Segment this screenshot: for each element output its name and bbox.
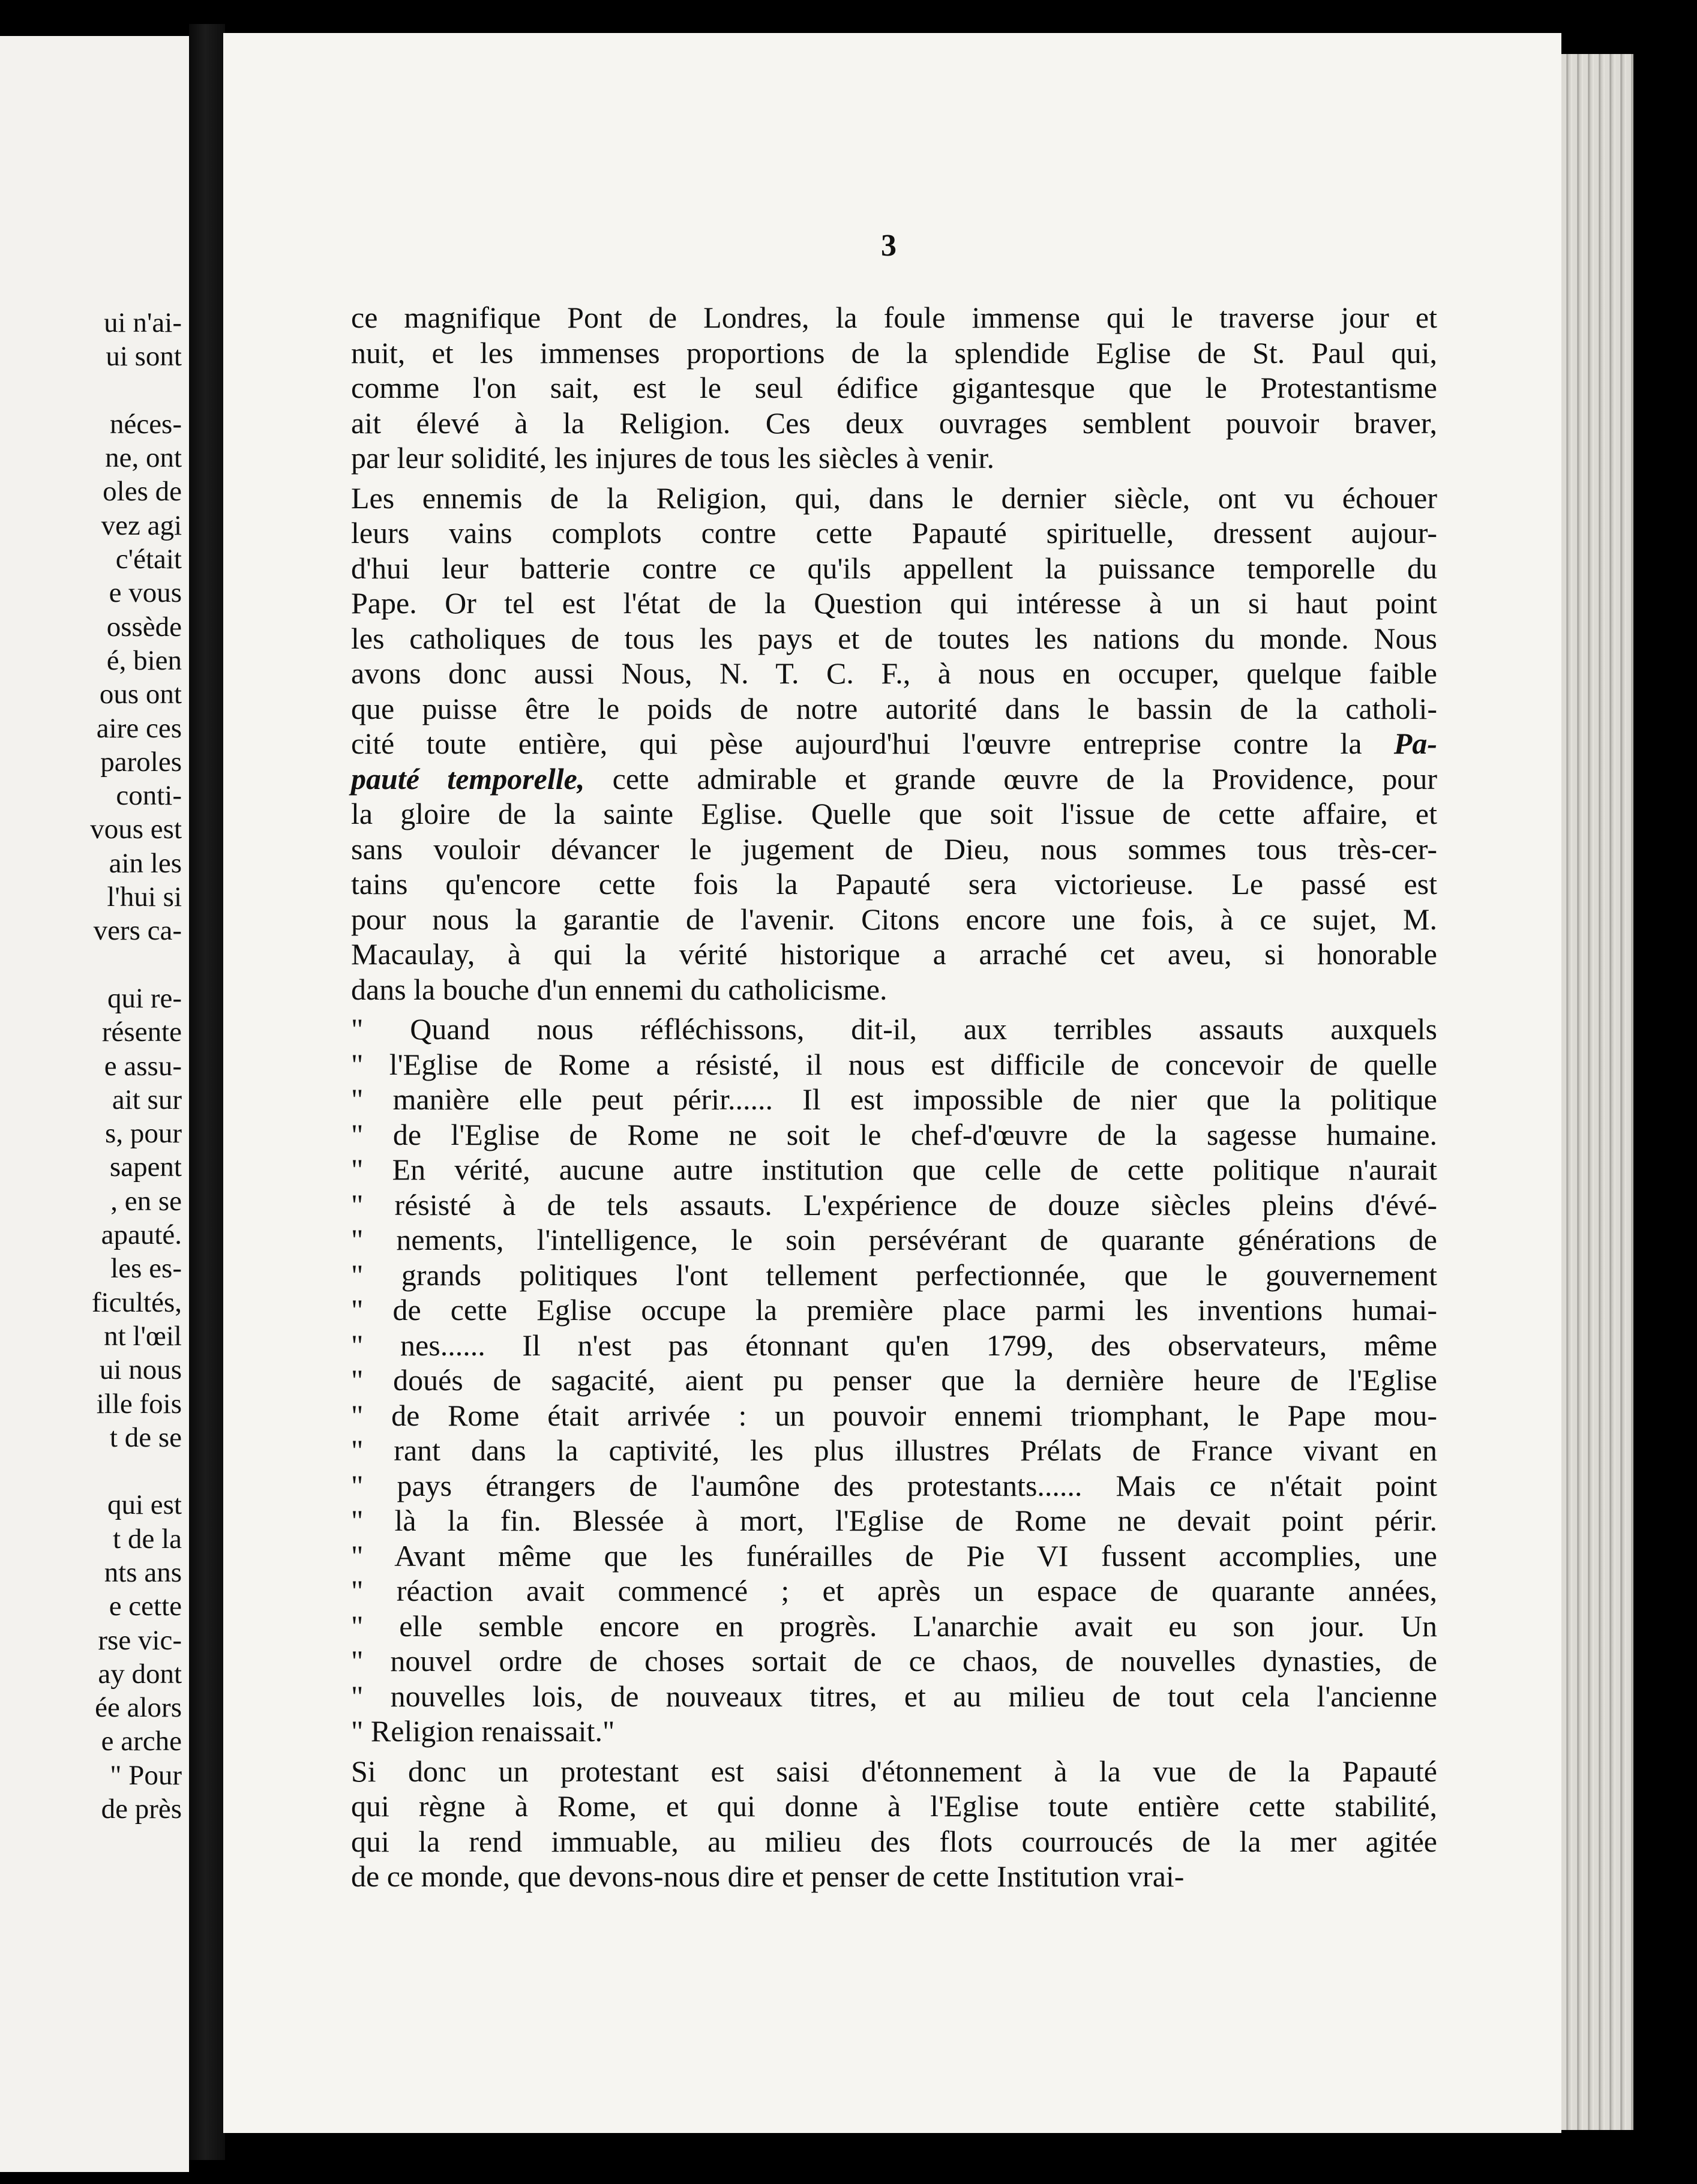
text-line: " elle semble encore en progrès. L'anarchie avait eu son jour. Un xyxy=(351,1609,1437,1643)
left-page-line: ui n'ai- xyxy=(104,307,182,338)
left-page-line: vez agi xyxy=(101,509,182,541)
left-page-line: nt l'œil xyxy=(104,1320,182,1352)
left-page-line: qui est xyxy=(107,1489,182,1521)
text-line: qui la rend immuable, au milieu des flots courroucés de la mer agitée xyxy=(351,1824,1437,1858)
text-line: " nements, l'intelligence, le soin persévérant de quarante générations de xyxy=(351,1223,1437,1256)
left-page-line: rse vic- xyxy=(98,1624,182,1656)
text-line: par leur solidité, les injures de tous les siècles à venir. xyxy=(351,441,994,475)
text-line: " Quand nous réfléchissons, dit-il, aux terribles assauts auxquels xyxy=(351,1012,1437,1046)
text-line: " En vérité, aucune autre institution que celle de cette politique n'aurait xyxy=(351,1153,1437,1186)
text-line: " l'Eglise de Rome a résisté, il nous est difficile de concevoir de quelle xyxy=(351,1047,1437,1081)
text-line: avons donc aussi Nous, N. T. C. F., à nous en occuper, quelque faible xyxy=(351,656,1437,690)
left-page-line: t de la xyxy=(113,1523,182,1555)
left-page-line: aire ces xyxy=(96,712,182,744)
left-page-line: ay dont xyxy=(98,1658,182,1690)
left-page-line: les es- xyxy=(110,1253,182,1285)
text-line: ce magnifique Pont de Londres, la foule immense qui le traverse jour et xyxy=(351,301,1437,334)
left-page-line: nts ans xyxy=(104,1556,182,1588)
left-page-line: ait sur xyxy=(112,1084,182,1115)
left-page-line: résente xyxy=(101,1016,182,1048)
text-line: Pape. Or tel est l'état de la Question qui intéresse à un si haut point xyxy=(351,586,1437,620)
body-text xyxy=(351,300,1437,1894)
left-page-line: é, bien xyxy=(106,644,182,676)
text-line: Les ennemis de la Religion, qui, dans le dernier siècle, ont vu échouer xyxy=(351,481,1437,515)
text-line: qui règne à Rome, et qui donne à l'Eglise toute entière cette stabilité, xyxy=(351,1789,1437,1823)
left-page-line: apauté. xyxy=(101,1219,182,1251)
left-page-line: e assu- xyxy=(104,1050,182,1082)
left-page-line: c'était xyxy=(115,544,182,575)
left-page-fragment xyxy=(0,36,189,2172)
book-gutter xyxy=(189,24,225,2160)
text-line: ait élevé à la Religion. Ces deux ouvrages semblent pouvoir braver, xyxy=(351,406,1437,440)
left-page-line: l'hui si xyxy=(107,881,182,913)
page-number: 3 xyxy=(881,229,897,263)
text-line: " nouvelles lois, de nouveaux titres, et au milieu de tout cela l'ancienne xyxy=(351,1679,1437,1713)
left-page-line: ui nous xyxy=(99,1354,182,1386)
text-line: " réaction avait commencé ; et après un espace de quarante années, xyxy=(351,1574,1437,1607)
text-line: " de l'Eglise de Rome ne soit le chef-d'œuvre de la sagesse humaine. xyxy=(351,1117,1437,1151)
text-line: sans vouloir dévancer le jugement de Dieu, nous sommes tous très-cer- xyxy=(351,832,1437,866)
left-page-line: paroles xyxy=(100,746,182,778)
text-line: d'hui leur batterie contre ce qu'ils appellent la puissance temporelle du xyxy=(351,551,1437,585)
left-page-line: vers ca- xyxy=(93,915,182,947)
text-line: " résisté à de tels assauts. L'expérience de douze siècles pleins d'évé- xyxy=(351,1187,1437,1222)
left-page-line: t de se xyxy=(109,1421,182,1453)
left-page-line: ossède xyxy=(106,611,182,643)
text-line: les catholiques de tous les pays et de toutes les nations du monde. Nous xyxy=(351,621,1437,655)
text-line: pauté temporelle, cette admirable et grande œuvre de la Providence, pour xyxy=(351,761,1437,796)
left-page-line: e cette xyxy=(109,1591,182,1622)
text-line: comme l'on sait, est le seul édifice gigantesque que le Protestantisme xyxy=(351,371,1437,404)
text-line: " rant dans la captivité, les plus illustres Prélats de France vivant en xyxy=(351,1433,1437,1467)
text-line: " grands politiques l'ont tellement perfectionnée, que le gouvernement xyxy=(351,1258,1437,1292)
left-page-line xyxy=(90,374,182,407)
emphasis-temporelle: pauté temporelle, xyxy=(351,761,585,796)
page-edges xyxy=(1561,54,1633,2130)
text-line: " nes...... Il n'est pas étonnant qu'en 1799, des observateurs, même xyxy=(351,1328,1437,1362)
left-page-line: néces- xyxy=(109,408,182,440)
text-line: leurs vains complots contre cette Papauté spirituelle, dressent aujour- xyxy=(351,516,1437,550)
text-line: " Religion renaissait." xyxy=(351,1714,615,1748)
text-line: tains qu'encore cette fois la Papauté sera victorieuse. Le passé est xyxy=(351,867,1437,901)
left-page-line: ous ont xyxy=(99,679,182,710)
left-page-line: ée alors xyxy=(95,1692,182,1724)
left-page-line: ficultés, xyxy=(91,1286,182,1318)
left-page-text xyxy=(90,306,182,1826)
left-page-line: ne, ont xyxy=(105,442,182,474)
text-line: " Avant même que les funérailles de Pie VI fussent accomplies, une xyxy=(351,1538,1437,1573)
left-page-line: de près xyxy=(101,1793,182,1825)
text-line: Macaulay, à qui la vérité historique a arraché cet aveu, si honorable xyxy=(351,937,1437,971)
text-line: nuit, et les immenses proportions de la splendide Eglise de St. Paul qui, xyxy=(351,335,1437,370)
text-line: de ce monde, que devons-nous dire et penser de cette Institution vrai- xyxy=(351,1859,1185,1893)
left-page-line: ain les xyxy=(109,847,182,879)
left-page-line: " Pour xyxy=(110,1759,182,1791)
left-page-line xyxy=(90,1454,182,1488)
text-line: " de cette Eglise occupe la première place parmi les inventions humai- xyxy=(351,1293,1437,1327)
left-page-line: conti- xyxy=(116,780,182,812)
text-line: " là la fin. Blessée à mort, l'Eglise de Rome ne devait point périr. xyxy=(351,1504,1437,1537)
left-page-line: ille fois xyxy=(96,1388,182,1420)
left-page-line: , en se xyxy=(110,1185,182,1217)
left-page-line: qui re- xyxy=(107,982,182,1014)
text-line: " pays étrangers de l'aumône des protestants...... Mais ce n'était point xyxy=(351,1468,1437,1502)
text-line: pour nous la garantie de l'avenir. Citons encore une fois, à ce sujet, M. xyxy=(351,902,1437,936)
text-line: dans la bouche d'un ennemi du catholicisme. xyxy=(351,972,888,1006)
left-page-line: s, pour xyxy=(105,1118,182,1150)
left-page-line: e vous xyxy=(109,577,182,609)
left-page-line: e arche xyxy=(101,1726,182,1757)
left-page-line: sapent xyxy=(109,1151,182,1183)
left-page-line: ui sont xyxy=(106,341,182,373)
left-page-line xyxy=(90,948,182,982)
text-line: " manière elle peut périr...... Il est impossible de nier que la politique xyxy=(351,1082,1437,1116)
left-page-line: vous est xyxy=(90,814,182,845)
text-line: " doués de sagacité, aient pu penser que la dernière heure de l'Eglise xyxy=(351,1363,1437,1397)
left-page-line: oles de xyxy=(103,476,182,508)
text-line: " nouvel ordre de choses sortait de ce chaos, de nouvelles dynasties, de xyxy=(351,1644,1437,1678)
text-line: cité toute entière, qui pèse aujourd'hui l'œuvre entreprise contre la Pa- xyxy=(351,727,1437,760)
text-line: " de Rome était arrivée : un pouvoir ennemi triomphant, le Pape mou- xyxy=(351,1398,1437,1432)
text-line: que puisse être le poids de notre autorité dans le bassin de la catholi- xyxy=(351,691,1437,725)
emphasis-papaute: Pa- xyxy=(1393,727,1437,760)
text-line: la gloire de la sainte Eglise. Quelle que soit l'issue de cette affaire, et xyxy=(351,797,1437,830)
text-line: Si donc un protestant est saisi d'étonnement à la vue de la Papauté xyxy=(351,1754,1437,1788)
